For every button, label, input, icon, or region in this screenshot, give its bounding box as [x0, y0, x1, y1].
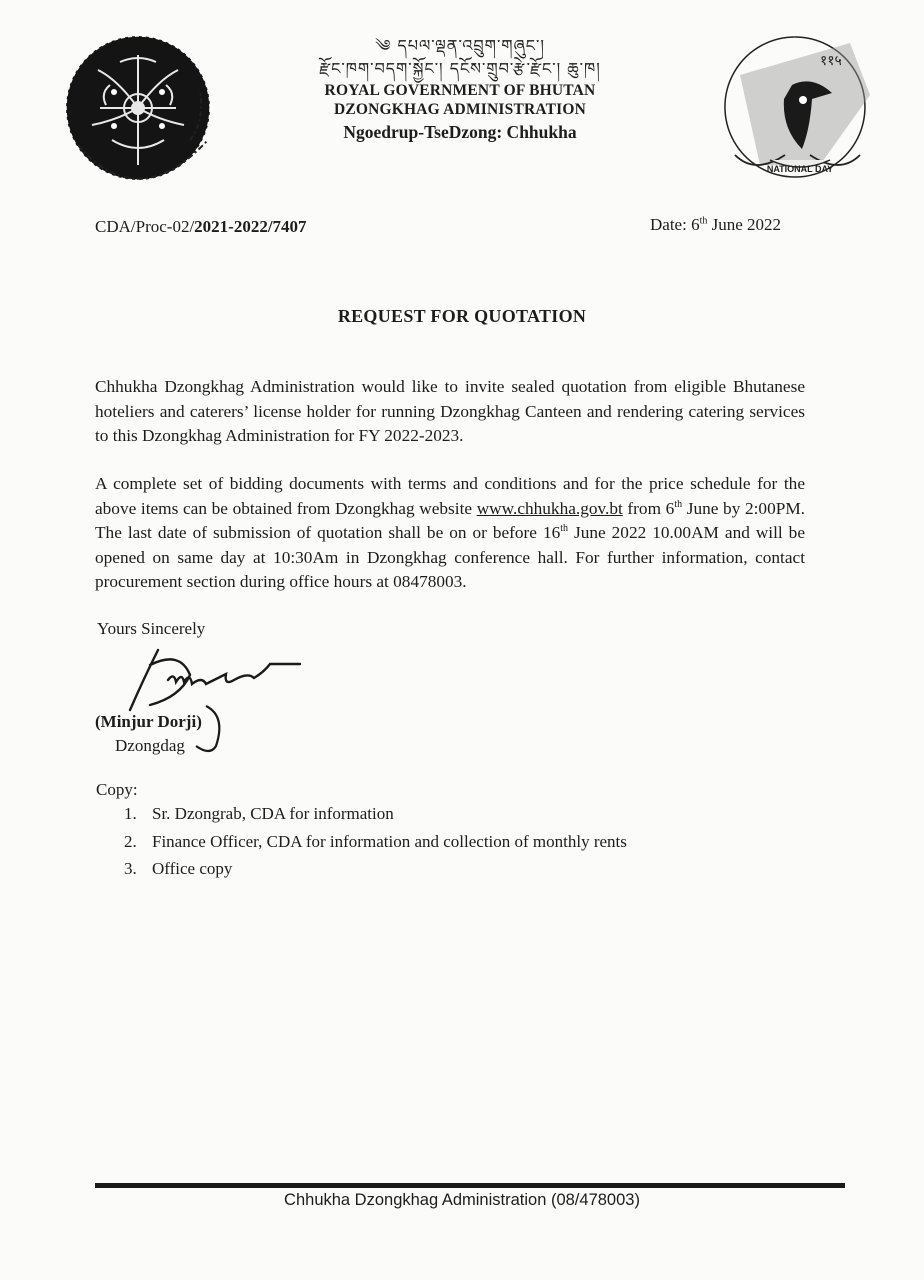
reference-number — [95, 217, 307, 237]
list-item: 1. Sr. Dzongrab, CDA for information — [124, 804, 394, 823]
letterhead-dzongkha-line2: རྫོང་ཁག་བདག་སྐྱོང་། དངོས་གྲུབ་རྩེ་རྫོང་། ཆུ་ཁ། — [319, 59, 601, 78]
signatory-title: Dzongdag — [115, 736, 185, 755]
closing-salutation: Yours Sincerely — [97, 619, 206, 638]
letterhead — [260, 35, 660, 144]
signatory-name: (Minjur Dorji) — [95, 712, 202, 731]
body-paragraph-2: A complete set of bidding documents with terms and conditions and for the price schedule for the above items can be obtained from Dzongkhag website www.chhukha.gov.bt from 6th June by 2:00PM. The last date of submission of quotation shall be on or before 16th June 2022 10.00AM and will be opened on same day at 10:30Am in Dzongkhag conference hall. For further information, contact procurement section during office hours at 08478003. — [95, 474, 806, 591]
letter-date: Date: 6th June 2022 — [650, 215, 782, 234]
website-link[interactable]: www.chhukha.gov.bt — [476, 498, 623, 518]
footer-text: Chhukha Dzongkhag Administration (08/478003) — [284, 1191, 640, 1209]
badge-text: NATIONAL DAY — [766, 164, 834, 174]
letterhead-place: Ngoedrup-TseDzong: Chhukha — [343, 122, 577, 142]
letterhead-office: DZONGKHAG ADMINISTRATION — [333, 101, 587, 118]
letterhead-government: ROYAL GOVERNMENT OF BHUTAN — [324, 82, 596, 99]
letterhead-dzongkha-line1: ༄ དཔལ་ལྡན་འབྲུག་གཞུང་། — [375, 36, 545, 55]
copy-label: Copy: — [96, 780, 138, 799]
copy-list — [124, 804, 627, 887]
body-paragraph-1: Chhukha Dzongkhag Administration would like to invite sealed quotation from eligible Bhutanese hoteliers and caterers’ license holder for running Dzongkhag Canteen and rendering catering services to this Dzongkhag Administration for FY 2022-2023. — [95, 377, 805, 445]
document-title: REQUEST FOR QUOTATION — [337, 306, 587, 326]
list-item: 3. Office copy — [124, 859, 233, 878]
footer-divider — [95, 1183, 845, 1188]
list-item: 2. Finance Officer, CDA for information and collection of monthly rents — [124, 831, 627, 851]
reference-value: 2021-2022/7407 — [194, 217, 307, 236]
national-day-badge-logo — [700, 25, 895, 190]
badge-number: ११५ — [820, 53, 842, 69]
reference-prefix: CDA/Proc-02/ — [95, 217, 195, 236]
national-emblem-logo — [40, 30, 240, 200]
